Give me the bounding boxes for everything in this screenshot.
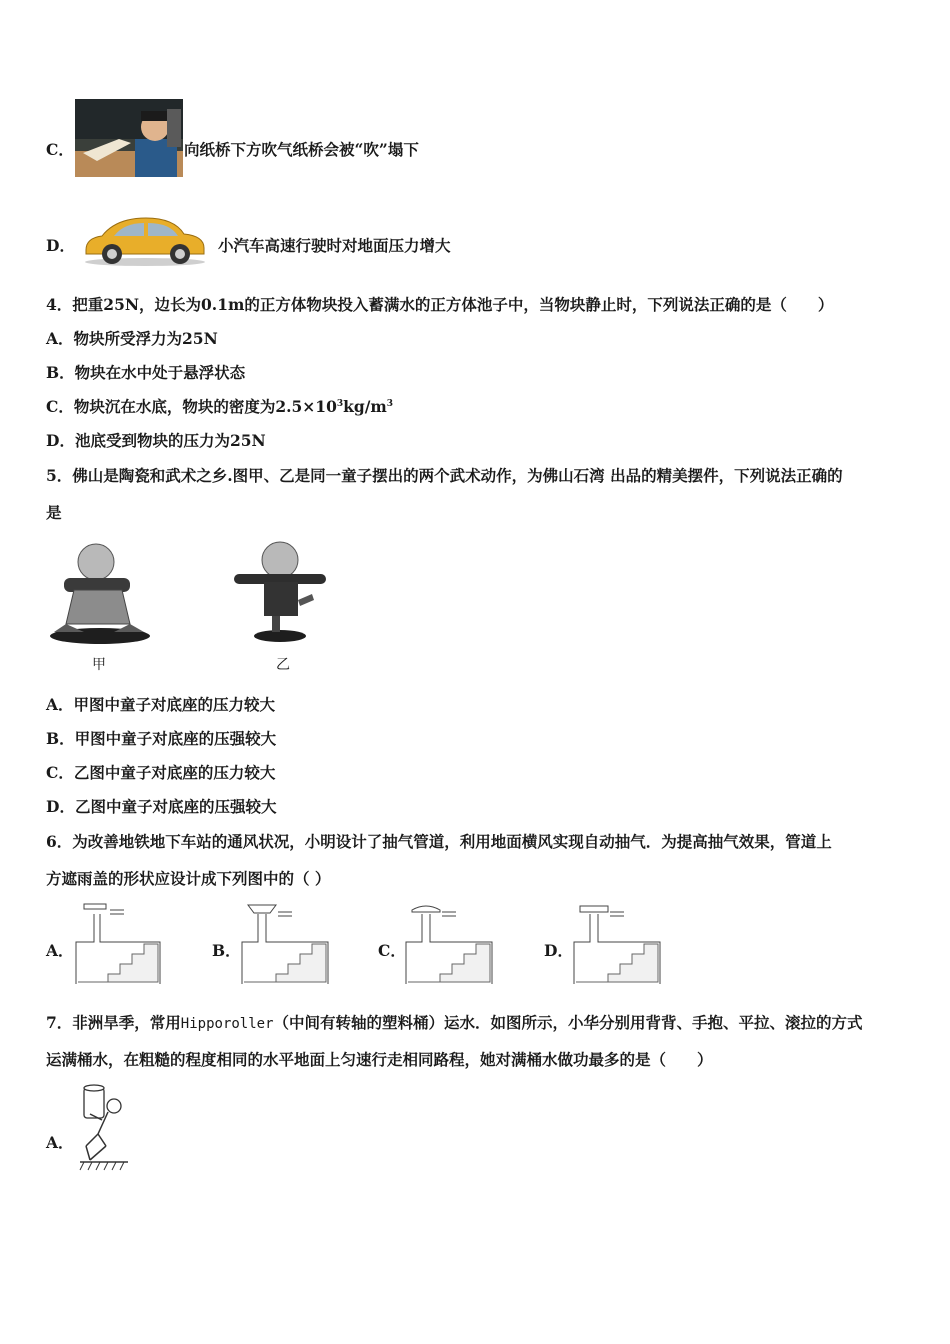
q6-option-d-label: D． [544, 941, 573, 960]
q6-figure-a-flat-cover [74, 900, 164, 986]
q4-option-d: D．池底受到物块的压力为25N [46, 431, 266, 450]
caption-yi: 乙 [276, 657, 290, 673]
q5-option-b: B．甲图中童子对底座的压强较大 [46, 729, 277, 748]
q3-option-d-text: 小汽车高速行驶时对地面压力增大 [218, 236, 451, 255]
caption-jia: 甲 [92, 657, 106, 673]
q6-stem-line1: 6．为改善地铁地下车站的通风状况，小明设计了抽气管道，利用地面横风实现自动抽气．为提高抽气效果，管道上 [46, 832, 832, 851]
q3-option-c-label: C． [46, 140, 74, 159]
q6-stem-line2: 方遮雨盖的形状应设计成下列图中的（ ） [46, 869, 331, 888]
q3-option-d-label: D． [46, 236, 75, 255]
q4-option-a: A．物块所受浮力为25N [46, 329, 218, 348]
figure-yi-statue [228, 538, 332, 650]
q4-option-c: C．物块沉在水底，物块的密度为$2.5\times 10^3kg/m^3$ [46, 397, 394, 416]
q7-option-a-label: A． [46, 1133, 74, 1152]
q7-figure-a-back-carry [76, 1082, 136, 1174]
q4-stem: 4．把重25N，边长为0.1m的正方体物块投入蓄满水的正方体池子中，当物块静止时，下列说法正确的是（ ） [46, 295, 834, 314]
q5-stem-line1: 5．佛山是陶瓷和武术之乡.图甲、乙是同一童子摆出的两个武术动作，为佛山石湾 出品的精美摆件，下列说法正确的 [46, 466, 843, 485]
q6-option-b-label: B． [212, 941, 241, 960]
q7-stem-line1: 7．非洲旱季，常用Hipporoller（中间有转轴的塑料桶）运水．如图所示，小华分别用背背、手抱、平拉、滚拉的方式 [46, 1013, 863, 1032]
q7-stem-line2: 运满桶水，在粗糙的程度相同的水平地面上匀速行走相同路程，她对满桶水做功最多的是（ ） [46, 1050, 713, 1069]
q6-option-c-label: C． [378, 941, 406, 960]
q6-figure-b-bowl-cover [240, 900, 332, 986]
q6-figure-d-hook-cover [572, 900, 664, 986]
q5-option-d: D．乙图中童子对底座的压强较大 [46, 797, 277, 816]
q5-option-c: C．乙图中童子对底座的压力较大 [46, 763, 276, 782]
yellow-car-image [80, 212, 210, 268]
q4-option-b: B．物块在水中处于悬浮状态 [46, 363, 246, 382]
q3-option-c-text: 向纸桥下方吹气纸桥会被“吹”塌下 [184, 140, 419, 159]
q6-option-a-label: A． [46, 941, 74, 960]
figure-jia-statue [44, 540, 154, 652]
q6-figure-c-arched-cover [404, 900, 496, 986]
paper-bridge-photo [75, 99, 183, 177]
q5-option-a: A．甲图中童子对底座的压力较大 [46, 695, 276, 714]
q5-stem-line2: 是 [46, 503, 62, 522]
